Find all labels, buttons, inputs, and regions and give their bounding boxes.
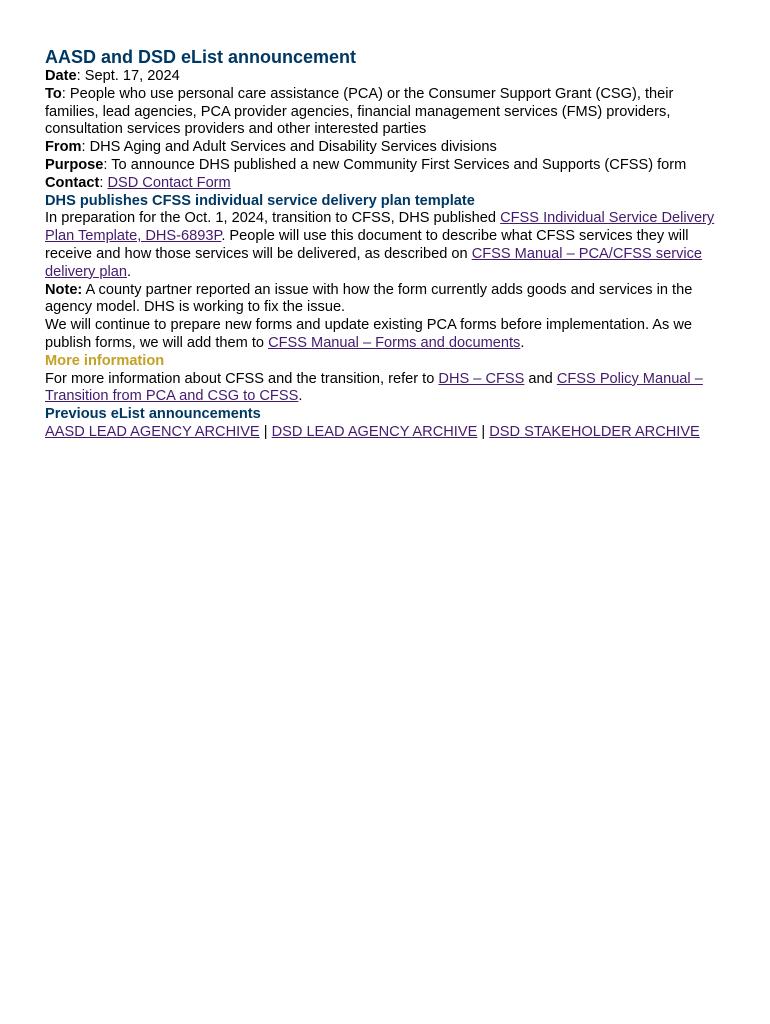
note-label: Note: — [45, 281, 83, 298]
purpose-label: Purpose — [45, 156, 104, 173]
contact-label: Contact — [45, 174, 100, 191]
text-span: . — [520, 334, 525, 351]
cfss-manual-service-delivery-plan-link[interactable]: CFSS Manual – PCA/CFSS service delivery plan — [45, 245, 703, 280]
text-span: For more information about CFSS and the transition, refer to — [45, 370, 439, 387]
text-span: . — [126, 263, 131, 280]
text-span: In preparation for the Oct. 1, 2024, transition to CFSS, DHS published — [45, 210, 501, 227]
text-span: . People will use this document to describe what CFSS services they will receive and how those services will be delivered, as described on — [45, 228, 689, 262]
section-heading-previous-announcements: Previous eList announcements — [45, 406, 261, 423]
to-label: To — [45, 85, 62, 102]
document-body — [45, 46, 723, 442]
from-value: : DHS Aging and Adult Services and Disability Services divisions — [81, 139, 497, 156]
cfss-manual-forms-link[interactable]: CFSS Manual – Forms and documents — [268, 334, 521, 351]
text-span: and — [524, 370, 557, 387]
section-heading-more-information: More information — [45, 352, 165, 369]
contact-line — [45, 175, 723, 193]
dsd-contact-form-link[interactable]: DSD Contact Form — [107, 174, 231, 191]
cfss-isdp-template-link[interactable]: CFSS Individual Service Delivery Plan Template, DHS-6893P — [45, 210, 715, 245]
date-value: : Sept. 17, 2024 — [76, 68, 180, 84]
date-line — [45, 68, 723, 86]
separator: | — [259, 423, 272, 440]
from-label: From — [45, 139, 82, 156]
note-paragraph — [45, 282, 723, 318]
section-heading-cfss-template: DHS publishes CFSS individual service delivery plan template — [45, 192, 475, 209]
text-span: We will continue to prepare new forms and update existing PCA forms before implementation. As we publish forms, we will add them to — [45, 317, 693, 351]
paragraph-cfss-template — [45, 210, 723, 281]
contact-sep: : — [99, 174, 108, 191]
aasd-lead-agency-archive-link[interactable]: AASD LEAD AGENCY ARCHIVE — [45, 423, 260, 440]
purpose-line — [45, 157, 723, 175]
purpose-value: : To announce DHS published a new Community First Services and Supports (CFSS) form — [103, 156, 687, 173]
paragraph-more-information — [45, 371, 723, 407]
dsd-stakeholder-archive-link[interactable]: DSD STAKEHOLDER ARCHIVE — [489, 423, 700, 440]
to-value: : People who use personal care assistance (PCA) or the Consumer Support Grant (CSG), their families, lead agencies, PCA provider agencies, financial management services (FMS) providers, consultation services providers and other interested parties — [45, 85, 674, 138]
to-line — [45, 86, 723, 139]
dhs-cfss-link[interactable]: DHS – CFSS — [438, 370, 525, 387]
paragraph-forms — [45, 317, 723, 353]
date-label: Date — [45, 68, 77, 84]
text-span: . — [298, 388, 303, 405]
dsd-lead-agency-archive-link[interactable]: DSD LEAD AGENCY ARCHIVE — [271, 423, 478, 440]
note-text: A county partner reported an issue with how the form currently adds goods and services in the agency model. DHS is working to fix the issue. — [45, 281, 693, 316]
page-title: AASD and DSD eList announcement — [45, 47, 357, 67]
from-line — [45, 139, 723, 157]
archive-links — [45, 424, 723, 442]
cfss-policy-manual-transition-link[interactable]: CFSS Policy Manual – Transition from PCA and CSG to CFSS — [45, 370, 703, 405]
separator: | — [477, 423, 490, 440]
